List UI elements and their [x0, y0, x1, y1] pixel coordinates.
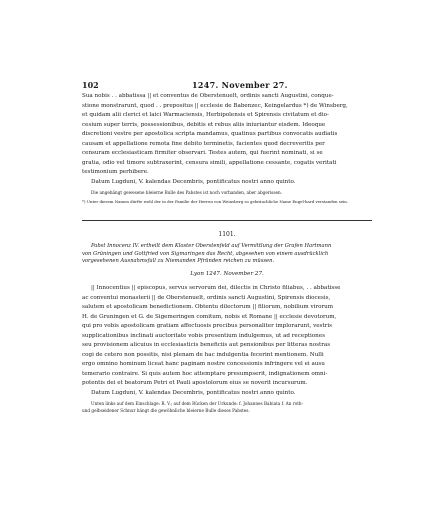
note-line: und gelbseidener Schnur hängt die gewöhnliche bleierne Bulle dieses Pabstes.	[82, 407, 250, 413]
text-line: cesium super terris, possessionibus, debitis et rebus aliis iniuriantur eisdem. Ideoque	[82, 121, 326, 128]
regest-line: von Grüningen und Gottfried von Sigmaringen das Recht, abgesehen von einem ausdrücklich	[82, 250, 329, 257]
text-line: Sua nobis . . abbatissa || et conventus de Oberstenuelt, ordinis sancti Augustini, conque-	[82, 93, 334, 99]
text-line: seu provisionem alicuius in ecclesiasticis beneficiis aut pensionibus per litteras nostras	[82, 342, 331, 349]
dating-line: Datum Lugduni, V. kalendas Decembris, pontificatus nostri anno quinto.	[91, 389, 296, 396]
running-title: 1247. November 27.	[192, 80, 288, 90]
regest	[82, 243, 372, 266]
text-line: gratia, odio vel timore subtraxerint, censura simili, appellatione cessante, cogatis veritati	[82, 159, 337, 166]
text-line: potentis dei et beatorum Petri et Pauli apostolorum eius se noverit incursurum.	[82, 380, 308, 387]
text-line: et quidam alii clerici et laici Warmaciensis, Herbipolensis et Spirensis civitatum et dio-	[82, 112, 329, 118]
text-line: H. de Gruningen et G. de Sigemeringen comitum, nobis et Romane || ecclesie devotorum,	[82, 313, 337, 320]
text-line: discretioni vestre per apostolica scripta mandamus, quatinus partibus convocatis audiatis	[82, 131, 338, 137]
text-line: qui pro vobis apostolicam gratiam affectuosis precibus personaliter implorarunt, vestris	[82, 323, 333, 330]
footnote: *) Unter diesem Namen dürfte wohl der in der Familie der Herren von Weinsberg so gebräuchliche Name Engel-hard verstanden sein.	[82, 199, 349, 205]
text-line: stione monstrarunt, quod . . prepositus || ecclesie de Babenzec, Keingelardus *) de Winsberg,	[82, 102, 348, 109]
text-line: ergo omnino hominum liceat hanc paginam nostre concessionis infringere vel ei ausu	[82, 361, 325, 368]
text-line: cogi de cetero non possitis, nisi plenam de hac indulgentia fecerint mentionem. Nulli	[82, 351, 324, 358]
text-line: || Innocentius || episcopus, servus servorum dei, dilectis in Christo filiabus, . . abbatisse	[91, 285, 341, 292]
dating-line: Datum Lugduni, V. kalendas Decembris, pontificatus nostri anno quinto.	[91, 178, 296, 185]
page-header	[82, 80, 372, 92]
text-line: causam et appellatione remota fine debito terminetis, facientes quod decreveritis per	[82, 140, 325, 147]
previous-document-notes	[82, 190, 372, 205]
text-line: censuram ecclesiasticam firmiter observari. Testes autem, qui fuerint nominati, si se	[82, 150, 323, 156]
note-line: Unten links auf dem Einschlage: R. V.; auf dem Rücken der Urkunde: f. Johannes Babiata f. An roth-	[91, 401, 304, 407]
text-line: temerario contraire. Si quis autem hoc attemptare presumpserit, indignationem omni-	[82, 370, 328, 377]
document-number: 1101.	[218, 230, 236, 238]
text-line: testimonium perhibere.	[82, 169, 149, 175]
text-line: salutem et apostolicam benedictionem. Obtentu dilectorum || filiorum, nobilium virorum	[82, 304, 334, 311]
document-notes	[82, 401, 372, 414]
regest-line: Pabst Innocenz IV. ertheilt dem Kloster Oberstenfeld auf Vermittlung der Grafen Hartmann	[91, 242, 332, 249]
page	[82, 80, 372, 414]
place-date: Lyon 1247. November 27.	[190, 271, 264, 278]
page-number: 102	[82, 80, 99, 90]
section-divider	[82, 220, 372, 221]
text-line: ac conventui monasterii || de Oberstenuelt, ordinis sancti Augustini, Spirensis diocesis,	[82, 294, 331, 301]
previous-document-text	[82, 92, 372, 187]
seal-note: Die angehängt gewesene bleierne Bulle des Pabstes ist noch vorhanden, aber abgerissen.	[91, 190, 282, 195]
document-text	[82, 284, 372, 398]
text-line: supplicationibus inclinati auctoritate vobis presentium indulgemus, ut ad receptiones	[82, 332, 325, 339]
regest-line: vorgesehenen Ausnahmsfall zu Niemanden Pfründen reichen zu müssen.	[82, 258, 275, 265]
